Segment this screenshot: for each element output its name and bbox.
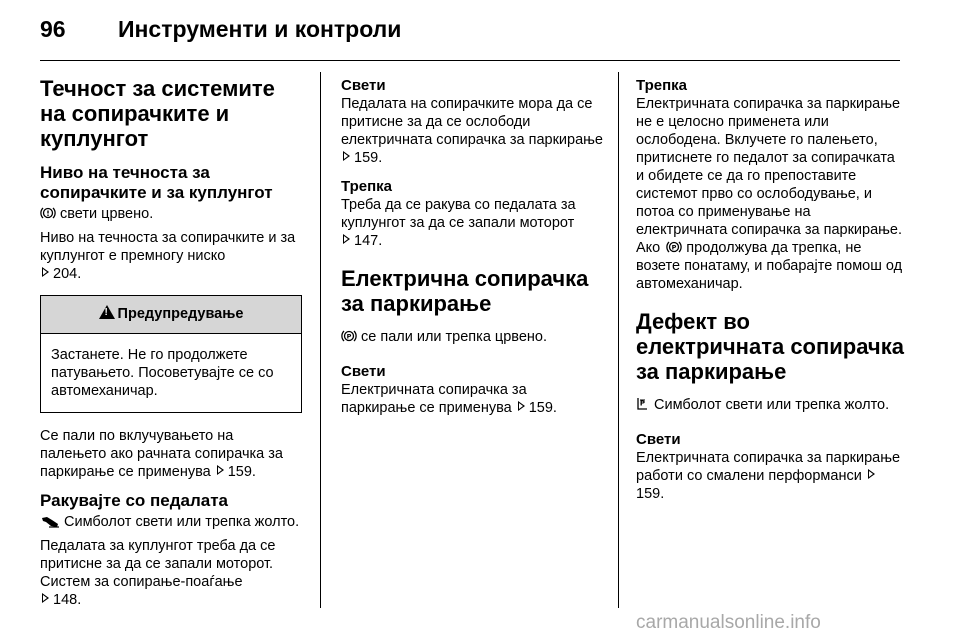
brake-circle-icon — [40, 206, 56, 220]
page-ref-arrow-icon — [217, 465, 224, 475]
column-2 — [341, 68, 603, 423]
subsection-fluid-level: Ниво на течноста за сопирачките и за куплунгот — [40, 163, 273, 202]
paragraph: Електричната сопирачка за паркирање работи со смалени перформанси 159. — [636, 450, 901, 502]
section-title-brake-fluid: Течност за системите на сопирачките и куплунгот — [40, 76, 275, 151]
paragraph: Педалата за куплунгот треба да се притисне за да се запали моторот. Систем за сопирање-поаѓање 148. — [40, 538, 276, 608]
paragraph: Треба да се ракува со педалата за куплунгот за да се запали моторот 147. — [341, 197, 576, 249]
column-divider-1 — [320, 72, 321, 608]
page-header — [40, 16, 920, 52]
page-ref-arrow-icon — [343, 234, 350, 244]
watermark: carmanualsonline.info — [636, 612, 821, 633]
svg-text:P: P — [346, 332, 352, 341]
paragraph: Симболот свети или трепка жолто. — [40, 513, 302, 531]
column-1 — [40, 68, 302, 615]
subheading-on: Свети — [341, 77, 386, 94]
subheading-on: Свети — [636, 431, 681, 448]
paragraph: P Симболот свети или трепка жолто. — [636, 396, 904, 414]
subheading-flashing: Трепка — [341, 178, 393, 195]
subsection-pedal: Ракувајте со педалата — [40, 491, 229, 510]
subheading-on: Свети — [341, 363, 386, 380]
page-ref-arrow-icon — [42, 267, 49, 277]
page-title: Инструменти и контроли — [118, 16, 402, 42]
parking-brake-fault-icon — [636, 397, 650, 411]
subheading-flashing: Трепка — [636, 77, 688, 94]
paragraph: P се пали или трепка црвено. — [341, 328, 603, 346]
parking-brake-icon — [341, 329, 357, 343]
warning-triangle-icon — [99, 305, 115, 319]
column-divider-2 — [618, 72, 619, 608]
paragraph: Се пали по вклучувањето на палењето ако рачната сопирачка за паркирање се применува 159. — [40, 428, 283, 480]
section-title-parking-brake: Електрична сопирачка за паркирање — [341, 266, 589, 316]
page-ref-arrow-icon — [868, 469, 875, 479]
warning-text: Застанете. Не го продолжете патувањето. Посоветувајте се со автомеханичар. — [51, 347, 274, 399]
svg-text:P: P — [639, 399, 646, 408]
parking-brake-icon — [666, 240, 682, 254]
paragraph: Ниво на течноста за сопирачките и за куплунгот е премногу ниско 204. — [40, 230, 296, 282]
page-ref-arrow-icon — [42, 593, 49, 603]
header-rule — [40, 60, 900, 61]
page-ref-arrow-icon — [518, 401, 525, 411]
paragraph: Електричната сопирачка за паркирање се применува 159. — [341, 382, 557, 416]
column-3 — [636, 68, 904, 509]
warning-box — [40, 295, 302, 413]
paragraph: Електричната сопирачка за паркирање не е целосно применета или ослободена. Вклучете го палењето, притиснете го педалот за сопирачката и обидете се да го препоставите системот прво со ослободување, и потоа со применување на електричната сопирачка за паркирање. Ако P продолжува да трепка, не возете понатаму, и побарајте помош од автомеханичар. — [636, 96, 903, 292]
section-title-parking-brake-fault: Дефект во електричната сопирачка за паркирање — [636, 309, 904, 384]
paragraph: свети црвено. — [40, 205, 302, 223]
svg-text:P: P — [671, 243, 677, 252]
page-ref-arrow-icon — [343, 151, 350, 161]
paragraph: Педалата на сопирачките мора да се притисне за да се ослободи електричната сопирачка за паркирање 159. — [341, 96, 603, 166]
warning-header: !Предупредување — [41, 296, 301, 334]
page-number: 96 — [40, 16, 66, 42]
foot-pedal-icon — [40, 514, 60, 528]
